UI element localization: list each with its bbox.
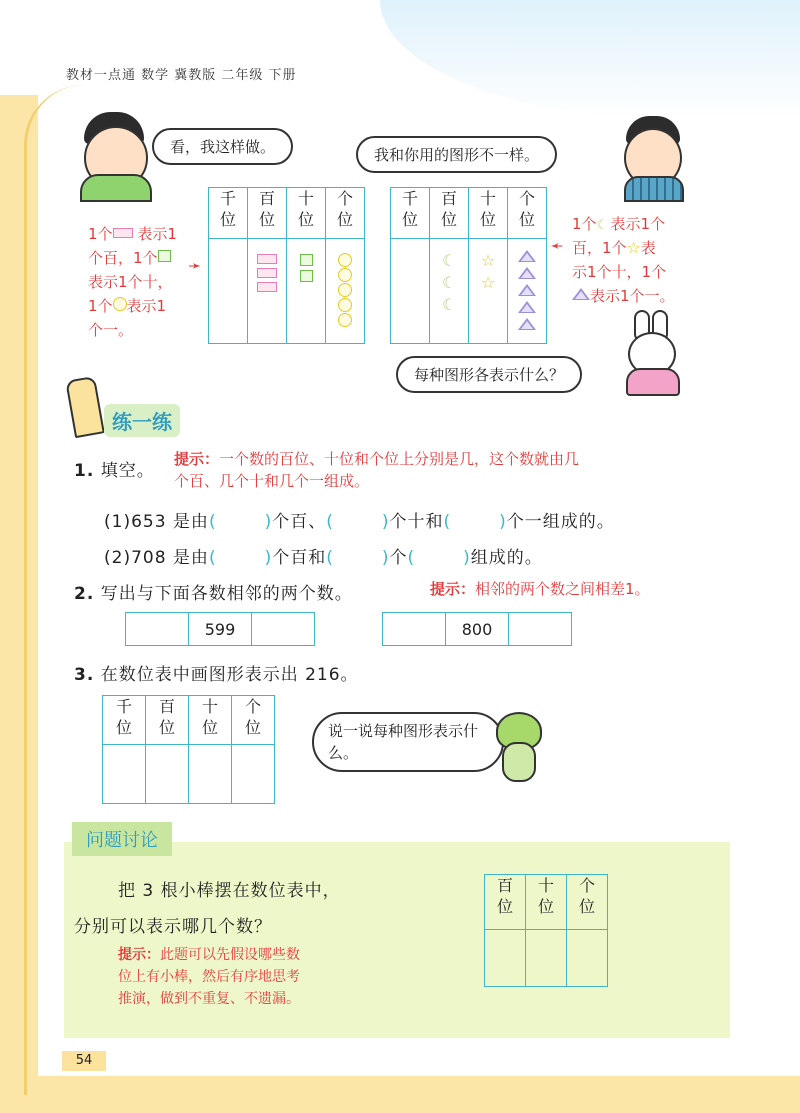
square-icon xyxy=(158,250,171,262)
discussion-hint: 提示：此题可以先假设哪些数 位上有小棒，然后有序地思考 推演，做到不重复、不遗漏。 xyxy=(118,947,300,1007)
circle-icon xyxy=(113,297,127,311)
page-number: 54 xyxy=(62,1051,106,1071)
running-header: 教材一点通 数学 冀教版 二年级 下册 xyxy=(66,68,297,83)
question-2-hint: 提示：相邻的两个数之间相差1。 xyxy=(430,580,650,598)
question-1-hint: 提示：一个数的百位、十位和个位上分别是几，这个数就由几 个百、几个十和几个一组成。 xyxy=(174,450,580,490)
ones-circles xyxy=(326,239,364,327)
neighbor-strip-599 xyxy=(125,612,315,646)
place-value-table-discussion: 百 位 十 位 个 位 xyxy=(484,874,608,987)
frog-illustration xyxy=(492,712,542,788)
right-explanation: 1个☾ 表示1个 百，1个☆表 示1个十，1个 表示1个一。 xyxy=(572,215,675,305)
discussion-cell-hundreds[interactable] xyxy=(485,930,526,987)
tens-stars: ☆ ☆ xyxy=(480,251,496,292)
number-800: 800 xyxy=(446,613,509,646)
speech-bubble-left: 看，我这样做。 xyxy=(152,128,293,165)
tens-squares xyxy=(287,239,325,283)
hundreds-rectangles xyxy=(248,239,286,293)
rectangle-icon xyxy=(113,228,133,238)
place-value-table-right: 千 位 百 位 十 位 个 位 ☾ ☾ ☾ ☆ ☆ xyxy=(390,187,547,344)
answer-cell-ones[interactable] xyxy=(232,745,275,804)
moon-icon: ☾ xyxy=(596,218,609,233)
place-value-table-left: 千 位 百 位 十 位 个 位 xyxy=(208,187,365,344)
discussion-line-1: 把 3 根小棒摆在数位表中， xyxy=(118,881,341,901)
boy-left-illustration xyxy=(78,112,148,198)
discussion-cell-ones[interactable] xyxy=(567,930,608,987)
header-sky-background xyxy=(380,0,800,120)
number-599: 599 xyxy=(189,613,252,646)
practice-title: 练一练 xyxy=(104,404,180,437)
answer-cell-before-599[interactable] xyxy=(126,613,189,646)
page-bottom-band xyxy=(0,1076,800,1113)
rabbit-illustration xyxy=(618,310,688,394)
answer-cell-after-800[interactable] xyxy=(509,613,572,646)
answer-cell-thousands[interactable] xyxy=(103,745,146,804)
discussion-title: 问题讨论 xyxy=(72,822,172,856)
left-explanation: 1个 表示1 个百，1个 表示1个十， 1个 表示1 个一。 xyxy=(88,225,177,339)
star-icon: ☆ xyxy=(626,238,641,257)
neighbor-strip-800 xyxy=(382,612,572,646)
discussion-line-2: 分别可以表示哪几个数？ xyxy=(74,917,272,937)
speech-bubble-frog: 说一说每种图形表示什么。 xyxy=(312,712,504,772)
boy-right-illustration xyxy=(624,116,684,198)
hundreds-moons: ☾ ☾ ☾ xyxy=(442,251,457,314)
place-value-table-q3: 千 位 百 位 十 位 个 位 xyxy=(102,695,275,804)
question-2: 2. 写出与下面各数相邻的两个数。 xyxy=(74,584,353,604)
question-3: 3. 在数位表中画图形表示出 216。 xyxy=(74,665,359,685)
ones-triangles xyxy=(508,239,546,331)
arrow-right-icon: ➛ xyxy=(550,236,564,255)
speech-bubble-rabbit: 每种图形各表示什么？ xyxy=(396,356,582,393)
question-1-line-1: (1)653 是由( )个百、( )个十和( )个一组成的。 xyxy=(104,512,615,532)
question-1-line-2: (2)708 是由( )个百和( )个( )组成的。 xyxy=(104,548,543,568)
arrow-left-icon: ➛ xyxy=(188,256,202,275)
answer-cell-hundreds[interactable] xyxy=(146,745,189,804)
answer-cell-tens[interactable] xyxy=(189,745,232,804)
question-1: 1. 填空。 xyxy=(74,461,155,481)
speech-bubble-right: 我和你用的图形不一样。 xyxy=(356,136,557,173)
answer-cell-before-800[interactable] xyxy=(383,613,446,646)
answer-cell-after-599[interactable] xyxy=(252,613,315,646)
triangle-icon xyxy=(572,288,590,300)
discussion-cell-tens[interactable] xyxy=(526,930,567,987)
